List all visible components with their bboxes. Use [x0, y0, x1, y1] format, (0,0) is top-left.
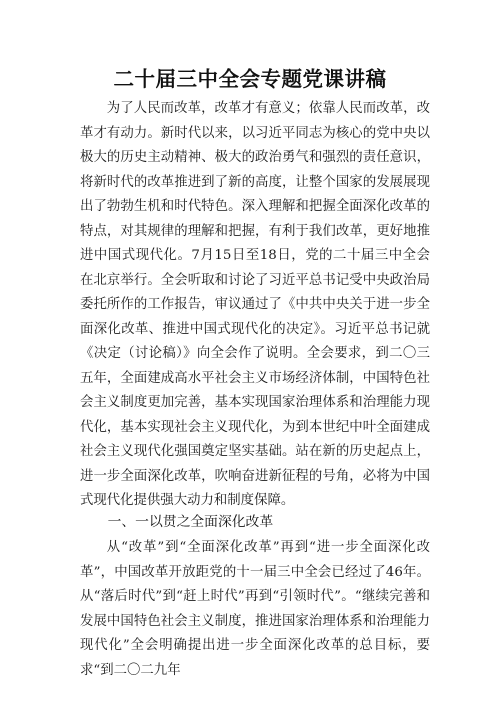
section-1-paragraph: 从“改革”到“全面深化改革”再到“进一步全面深化改革”，中国改革开放距党的十一届三中全会已经过了46年。从“落后时代”到“赶上时代”再到“引领时代”。“继续完善和发展中国特色社会主义制度，推进国家治理体系和治理能力现代化”全会明确提出进一步全面深化改革的总目标，要求“到二〇二九年	[80, 540, 430, 678]
section-heading-1: 一、一以贯之全面深化改革	[107, 514, 274, 530]
document-title: 二十届三中全会专题党课讲稿	[113, 67, 387, 91]
intro-paragraph: 为了人民而改革，改革才有意义；依靠人民而改革，改革才有动力。新时代以来，以习近平同志为核心的党中央以极大的历史主动精神、极大的政治勇气和强烈的责任意识，将新时代的改革推进到了新的高度，让整个国家的发展展现出了勃勃生机和时代特色。深入理解和把握全面深化改革的特点，对其规律的理解和把握，有利于我们改革，更好地推进中国式现代化。7月15日至18日，党的二十届三中全会在北京举行。全会听取和讨论了习近平总书记受中央政治局委托所作的工作报告，审议通过了《中共中央关于进一步全面深化改革、推进中国式现代化的决定》。习近平总书记就《决定（讨论稿）》向全会作了说明。全会要求，到二〇三五年，全面建成高水平社会主义市场经济体制，中国特色社会主义制度更加完善，基本实现国家治理体系和治理能力现代化，基本实现社会主义现代化，为到本世纪中叶全面建成社会主义现代化强国奠定坚实基础。站在新的历史起点上，进一步全面深化改革，吹响奋进新征程的号角，必将为中国式现代化提供强大动力和制度保障。	[80, 101, 430, 508]
